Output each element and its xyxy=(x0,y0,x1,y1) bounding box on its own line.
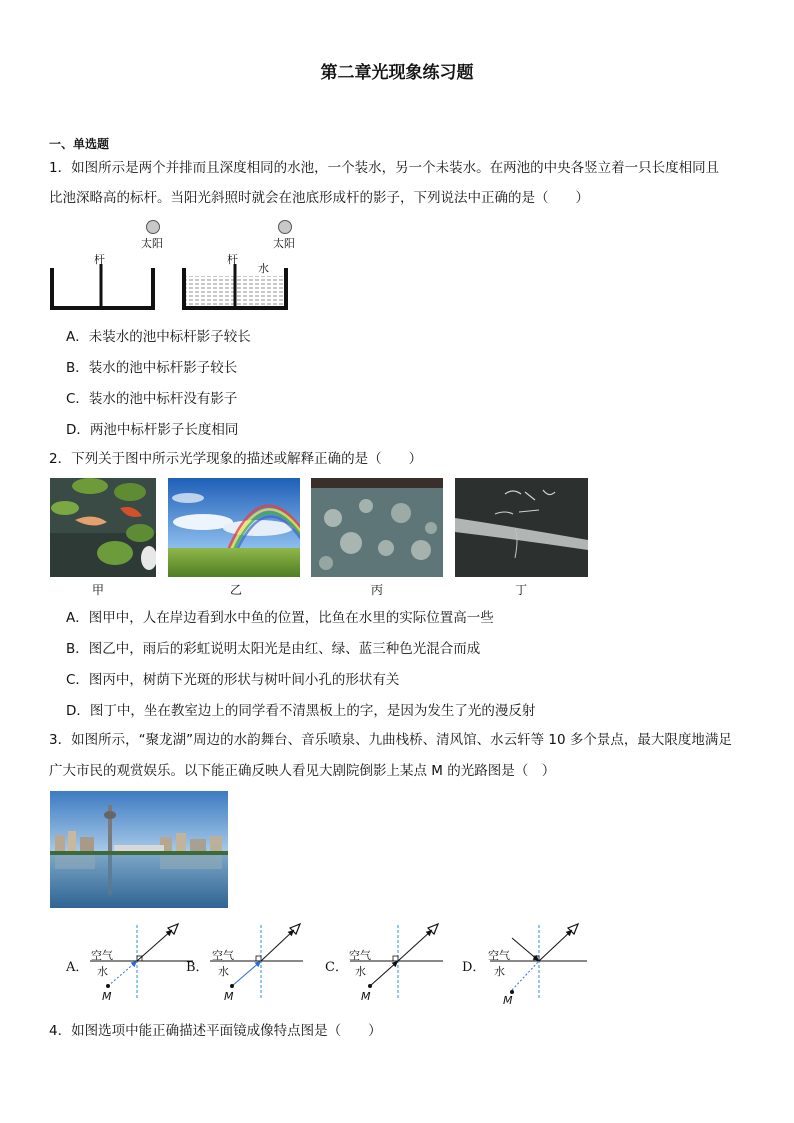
q1-option-c: C．装水的池中标杆没有影子 xyxy=(66,391,238,407)
point-m-a: M xyxy=(102,990,112,1003)
caption-bing: 丙 xyxy=(370,583,383,597)
sun-left-label: 太阳 xyxy=(141,237,163,250)
section-heading: 一、单选题 xyxy=(49,137,110,151)
q3-option-a-label: A． xyxy=(66,960,89,975)
caption-yi: 乙 xyxy=(229,583,242,597)
photo-ding-blackboard xyxy=(455,478,588,577)
sun-right-icon xyxy=(279,221,292,234)
water-label-a: 水 xyxy=(97,965,108,978)
q1-option-b: B．装水的池中标杆影子较长 xyxy=(66,360,238,376)
photo-bing-light-spots xyxy=(311,478,443,577)
water-label-c: 水 xyxy=(355,965,366,978)
pole-right-label: 杆 xyxy=(227,253,238,266)
sun-right-label: 太阳 xyxy=(273,237,295,250)
point-m-c: M xyxy=(361,990,371,1003)
q2-option-a: A．图甲中，人在岸边看到水中鱼的位置，比鱼在水里的实际位置高一些 xyxy=(66,610,494,626)
point-m-d: M xyxy=(503,994,513,1007)
q2-line1: 2．下列关于图中所示光学现象的描述或解释正确的是（ ） xyxy=(49,451,423,467)
q1-line2: 比池深略高的标杆。当阳光斜照时就会在池底形成杆的影子，下列说法中正确的是（ ） xyxy=(49,190,589,206)
air-label-c: 空气 xyxy=(349,949,371,962)
q1-figure-pools xyxy=(45,218,305,318)
air-label-d: 空气 xyxy=(488,949,510,962)
q3-option-c-label: C． xyxy=(325,960,348,975)
q3-line2: 广大市民的观赏娱乐。以下能正确反映人看见大剧院倒影上某点 M 的光路图是（ ） xyxy=(49,763,556,779)
air-label-a: 空气 xyxy=(91,949,113,962)
point-m-b: M xyxy=(224,990,234,1003)
air-label-b: 空气 xyxy=(212,949,234,962)
q4-line1: 4．如图选项中能正确描述平面镜成像特点图是（ ） xyxy=(49,1023,382,1039)
caption-jia: 甲 xyxy=(91,583,104,597)
water-label: 水 xyxy=(258,262,269,275)
q2-option-d: D．图丁中，坐在教室边上的同学看不清黑板上的字，是因为发生了光的漫反射 xyxy=(66,703,536,719)
photo-jia-fish-pond xyxy=(50,478,156,577)
pole-left-label: 杆 xyxy=(94,253,105,266)
water-label-b: 水 xyxy=(218,965,229,978)
q1-line1: 1．如图所示是两个并排而且深度相同的水池，一个装水，另一个未装水。在两池的中央各竖立着一只长度相同且 xyxy=(49,160,720,176)
photo-lake-tower xyxy=(50,791,228,908)
q3-line1: 3．如图所示，“聚龙湖”周边的水韵舞台、音乐喷泉、九曲栈桥、清风馆、水云轩等 10 多个景点，最大限度地满足 xyxy=(49,732,732,748)
sun-left-icon xyxy=(147,221,160,234)
q3-ray-diagrams xyxy=(60,920,600,1010)
q3-option-d-label: D． xyxy=(462,960,486,975)
caption-ding: 丁 xyxy=(514,583,527,597)
water-label-d: 水 xyxy=(494,965,505,978)
page-title: 第二章光现象练习题 xyxy=(320,63,474,83)
q2-option-c: C．图丙中，树荫下光斑的形状与树叶间小孔的形状有关 xyxy=(66,672,400,688)
q1-option-d: D．两池中标杆影子长度相同 xyxy=(66,422,239,438)
photo-yi-rainbow xyxy=(168,478,300,577)
q1-option-a: A．未装水的池中标杆影子较长 xyxy=(66,329,251,345)
q2-option-b: B．图乙中，雨后的彩虹说明太阳光是由红、绿、蓝三种色光混合而成 xyxy=(66,641,481,657)
q3-option-b-label: B． xyxy=(186,960,209,975)
